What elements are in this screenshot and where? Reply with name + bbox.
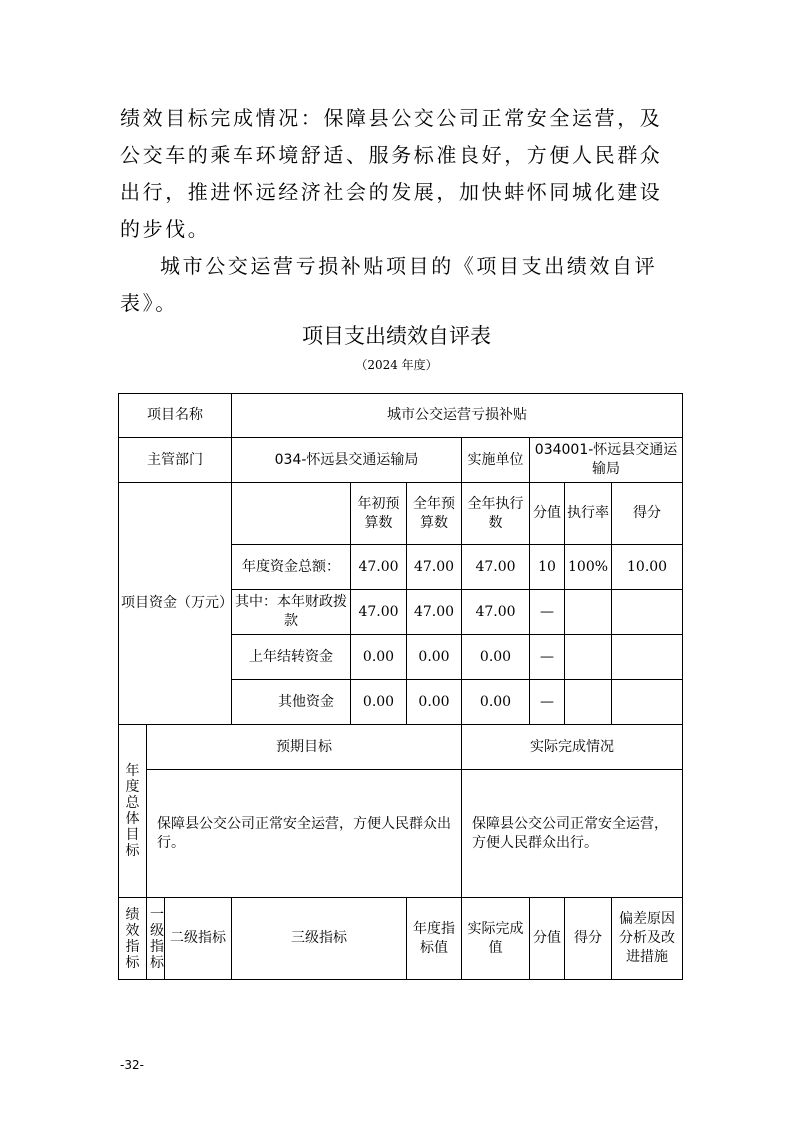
header-score: 得分: [612, 483, 683, 545]
row-project-name: [119, 394, 683, 438]
fund-row-score: [612, 590, 683, 635]
fund-row-full: 47.00: [407, 590, 462, 635]
fund-row-label: 年度资金总额：: [232, 545, 351, 590]
header-executed: 全年执行数: [462, 483, 530, 545]
impl-label: 实施单位: [462, 438, 530, 483]
header-score-value: 分值: [530, 483, 565, 545]
dept-value: 034-怀远县交通运输局: [232, 438, 462, 483]
dept-label: 主管部门: [119, 438, 232, 483]
fund-row-value: —: [530, 680, 565, 725]
header-level1: 一级指标: [147, 898, 165, 980]
funds-label: 项目资金（万元）: [119, 483, 232, 725]
paragraph-performance-status: 绩效目标完成情况：保障县公交公司正常安全运营，及公交车的乘车环境舒适、服务标准良好，方便人民群众出行，推进怀远经济社会的发展，加快蚌怀同城化建设的步伐。: [120, 106, 663, 241]
header-exec-rate: 执行率: [565, 483, 612, 545]
fund-row-label: 其中：本年财政拨款: [232, 590, 351, 635]
expected-goal-label: 预期目标: [147, 725, 462, 770]
performance-evaluation-table: [118, 393, 683, 980]
fund-row-executed: 47.00: [462, 545, 530, 590]
table-title: 项目支出绩效自评表: [302, 324, 491, 348]
header-annual-value: 年度指标值: [407, 898, 462, 980]
expected-goal-text: 保障县公交公司正常安全运营，方便人民群众出行。: [147, 770, 462, 898]
header-level2: 二级指标: [165, 898, 232, 980]
overall-goal-label: 年度总体目标: [119, 725, 147, 898]
fund-row-label: 上年结转资金: [232, 635, 351, 680]
fund-row-rate: 100%: [565, 545, 612, 590]
perf-indicator-label: 绩效指标: [119, 898, 147, 980]
fund-row-executed: 0.00: [462, 635, 530, 680]
fund-row-initial: 0.00: [351, 680, 407, 725]
fund-row-initial: 47.00: [351, 590, 407, 635]
project-name-label: 项目名称: [119, 394, 232, 438]
fund-row-value: —: [530, 590, 565, 635]
fund-row-score: 10.00: [612, 545, 683, 590]
header-level3: 三级指标: [232, 898, 407, 980]
header-deviation: 偏差原因分析及改进措施: [612, 898, 683, 980]
fund-row-full: 47.00: [407, 545, 462, 590]
row-department: [119, 438, 683, 483]
header-perf-score-value: 分值: [530, 898, 565, 980]
fund-row-rate: [565, 590, 612, 635]
fund-row-score: [612, 680, 683, 725]
impl-value: 034001-怀远县交通运输局: [530, 438, 683, 483]
row-goal-headers: [119, 725, 683, 770]
row-goal-content: [119, 770, 683, 898]
fund-row-rate: [565, 680, 612, 725]
fund-row-score: [612, 635, 683, 680]
fund-row-rate: [565, 635, 612, 680]
fund-row-executed: 47.00: [462, 590, 530, 635]
fund-row-executed: 0.00: [462, 680, 530, 725]
header-full-budget: 全年预算数: [407, 483, 462, 545]
header-perf-score: 得分: [565, 898, 612, 980]
row-fund-headers: [119, 483, 683, 545]
fund-row-value: 10: [530, 545, 565, 590]
fund-row-full: 0.00: [407, 680, 462, 725]
header-initial-budget: 年初预算数: [351, 483, 407, 545]
table-subtitle: （2024 年度）: [355, 358, 438, 372]
row-perf-headers: [119, 898, 683, 980]
fund-row-initial: 0.00: [351, 635, 407, 680]
actual-completion-text: 保障县公交公司正常安全运营，方便人民群众出行。: [462, 770, 683, 898]
fund-header-blank: [232, 483, 351, 545]
fund-row-initial: 47.00: [351, 545, 407, 590]
fund-row-value: —: [530, 635, 565, 680]
project-name-value: 城市公交运营亏损补贴: [232, 394, 683, 438]
page-number: -32-: [120, 1058, 144, 1072]
paragraph-table-intro: 城市公交运营亏损补贴项目的《项目支出绩效自评表》。: [120, 254, 658, 315]
fund-row-full: 0.00: [407, 635, 462, 680]
header-actual-value: 实际完成值: [462, 898, 530, 980]
fund-row-label: 其他资金: [232, 680, 351, 725]
actual-completion-label: 实际完成情况: [462, 725, 683, 770]
